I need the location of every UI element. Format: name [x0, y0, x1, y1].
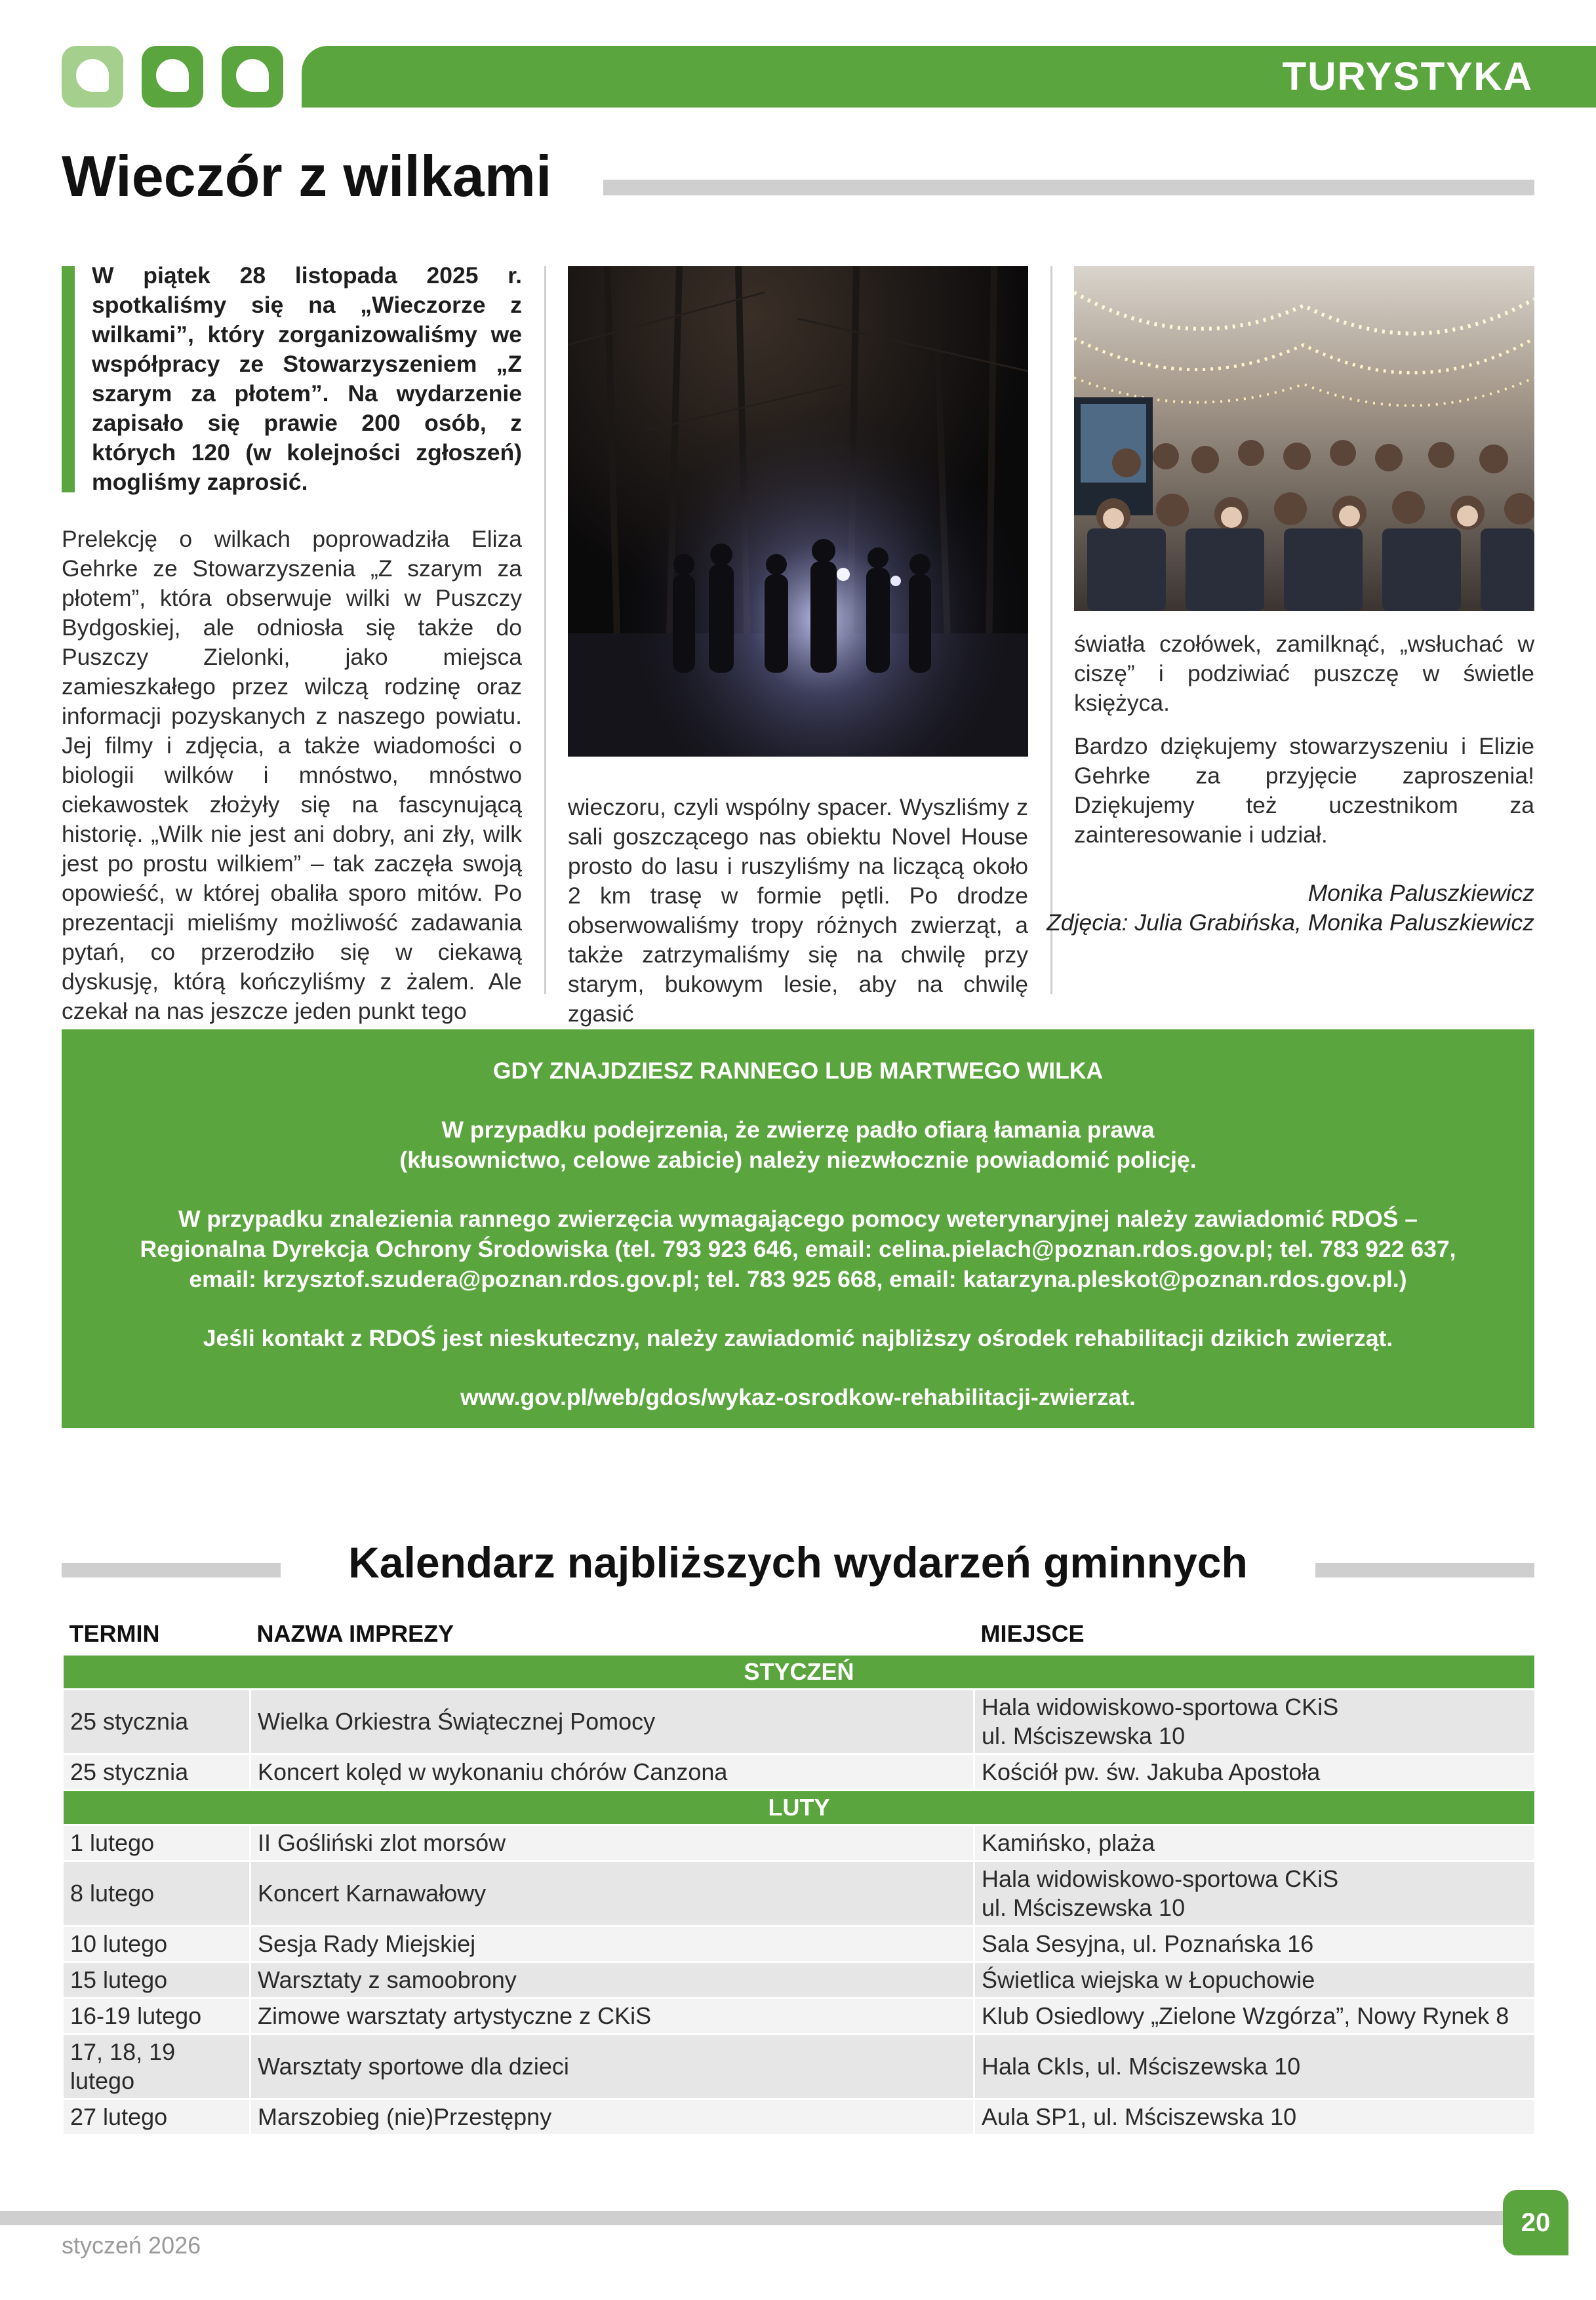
event-name: Wielka Orkiestra Świątecznej Pomocy [250, 1690, 974, 1755]
article-author: Monika Paluszkiewicz [1307, 880, 1534, 906]
month-row-january [63, 1655, 1536, 1690]
event-place: Hala widowiskowo-sportowa CKiS ul. Mściszewska 10 [974, 1690, 1536, 1755]
article-lead: W piątek 28 listopada 2025 r. spotkaliśmy się na „Wieczorze z wilkami”, który zorganizowaliśmy we współpracy ze Stowarzyszeniem „Z szarym za płotem”. Na wydarzenie zapisało się prawie 200 osób, z których 120 (w kolejności zgłoszeń) mogliśmy zaprosić. [92, 262, 522, 495]
event-place: Klub Osiedlowy „Zielone Wzgórza”, Nowy Rynek 8 [974, 1998, 1536, 2034]
event-date: 17, 18, 19 lutego [63, 2034, 250, 2099]
event-date: 8 lutego [63, 1861, 250, 1926]
column-divider-1 [544, 266, 546, 994]
info-link[interactable]: www.gov.pl/web/gdos/wykaz-osrodkow-rehabilitacji-zwierzat. [460, 1384, 1136, 1410]
table-row [63, 1861, 1536, 1926]
info-rdos-line-3: email: krzysztof.szudera@poznan.rdos.gov.pl; tel. 783 925 668, email: katarzyna.pleskot@poznan.rdos.gov.pl.) [189, 1266, 1407, 1292]
logo-square-3 [222, 46, 283, 108]
event-place: Kościół pw. św. Jakuba Apostoła [974, 1755, 1536, 1791]
photo-lecture-hall [1074, 266, 1534, 611]
event-date: 25 stycznia [63, 1690, 250, 1755]
table-row [63, 1825, 1536, 1861]
event-date: 1 lutego [63, 1825, 250, 1861]
photo-night-walk [568, 266, 1028, 757]
event-place: Hala widowiskowo-sportowa CKiS ul. Mściszewska 10 [974, 1861, 1536, 1926]
event-name: II Gośliński zlot morsów [250, 1825, 974, 1861]
lead-accent-bar [62, 266, 75, 492]
month-row-february [63, 1791, 1536, 1825]
photo-credit: Zdjęcia: Julia Grabińska, Monika Paluszkiewicz [1047, 909, 1534, 936]
event-place: Świetlica wiejska w Łopuchowie [974, 1962, 1536, 1998]
calendar-rule-right [1315, 1563, 1534, 1577]
footer-rule [0, 2211, 1521, 2225]
wolf-info-box [62, 1029, 1534, 1428]
table-row [63, 1690, 1536, 1755]
table-row [63, 1962, 1536, 1998]
event-date: 16-19 lutego [63, 1998, 250, 2034]
article-title: Wieczór z wilkami [62, 144, 552, 208]
event-name: Marszobieg (nie)Przestępny [250, 2099, 974, 2135]
event-name: Sesja Rady Miejskiej [250, 1926, 974, 1962]
event-place: Kamińsko, plaża [974, 1825, 1536, 1861]
table-row [63, 1755, 1536, 1791]
table-row [63, 1926, 1536, 1962]
info-rdos-line-2: Regionalna Dyrekcja Ochrony Środowiska (tel. 793 923 646, email: celina.pielach@poznan.rdos.gov.pl; tel. 783 922 637, [140, 1236, 1456, 1262]
article-column-2: wieczoru, czyli wspólny spacer. Wyszliśmy z sali goszczącego nas obiektu Novel House prosto do lasu i ruszyliśmy na liczącą około 2 km trasę w formie pętli. Po drodze obserwowaliśmy tropy różnych zwierząt, a także zatrzymaliśmy się na chwilę przy starym, bukowym lesie, aby na chwilę zgasić [568, 794, 1028, 1027]
info-rdos-line-1: W przypadku znalezienia rannego zwierzęcia wymagającego pomocy weterynaryjnej należy zawiadomić RDOŚ – [178, 1206, 1418, 1232]
month-label: LUTY [63, 1791, 1536, 1825]
table-row [63, 1998, 1536, 2034]
event-name: Warsztaty z samoobrony [250, 1962, 974, 1998]
table-row [63, 2099, 1536, 2135]
event-date: 25 stycznia [63, 1755, 250, 1791]
table-row [63, 2034, 1536, 2099]
page-number: 20 [1503, 2190, 1568, 2255]
event-name: Koncert kolęd w wykonaniu chórów Canzona [250, 1755, 974, 1791]
title-rule [603, 180, 1534, 195]
event-date: 15 lutego [63, 1962, 250, 1998]
month-label: STYCZEŃ [63, 1655, 1536, 1690]
event-name: Warsztaty sportowe dla dzieci [250, 2034, 974, 2099]
logo-square-1 [62, 46, 123, 108]
section-label: TURYSTYKA [1282, 54, 1533, 98]
event-place: Aula SP1, ul. Mściszewska 10 [974, 2099, 1536, 2135]
event-date: 27 lutego [63, 2099, 250, 2135]
info-heading: GDY ZNAJDZIESZ RANNEGO LUB MARTWEGO WILKA [492, 1058, 1104, 1084]
article-column-3a: światła czołówek, zamilknąć, „wsłuchać w ciszę” i podziwiać puszczę w świetle księżyca. [1074, 631, 1534, 716]
event-name: Zimowe warsztaty artystyczne z CKiS [250, 1998, 974, 2034]
col-header-name: NAZWA IMPREZY [256, 1620, 454, 1647]
logo-square-2 [142, 46, 203, 108]
article-column-1: Prelekcję o wilkach poprowadziła Eliza Gehrke ze Stowarzyszenia „Z szarym za płotem”, która obserwuje wilki w Puszczy Bydgoskiej, ale odniosła się także do Puszczy Zielonki, jako miejsca zamieszkałego przez wilczą rodzinę oraz informacji pozyskanych z naszego powiatu. Jej filmy i zdjęcia, a także wiadomości o biologii wilków i mnóstwo, mnóstwo ciekawostek złożyły się na fascynującą historię. „Wilk nie jest ani dobry, ani zły, wilk jest po prostu wilkiem” – tak zaczęła swoją opowieść, w której obaliła sporo mitów. Po prezentacji mieliśmy możliwość zadawania pytań, co przerodziło się w ciekawą dyskusję, którą kończyliśmy z żalem. Ale czekał na nas jeszcze jeden punkt tego [62, 526, 522, 1024]
calendar-title: Kalendarz najbliższych wydarzeń gminnych [348, 1538, 1248, 1587]
info-rehab-line: Jeśli kontakt z RDOŚ jest nieskuteczny, należy zawiadomić najbliższy ośrodek rehabilitacji dzikich zwierząt. [203, 1325, 1393, 1351]
info-police-line-2: (kłusownictwo, celowe zabicie) należy niezwłocznie powiadomić policję. [399, 1147, 1197, 1173]
article-column-3b: Bardzo dziękujemy stowarzyszeniu i Elizie Gehrke za przyjęcie zaproszenia! Dziękujemy też uczestnikom za zainteresowanie i udział. [1074, 733, 1534, 848]
event-place: Hala CkIs, ul. Mściszewska 10 [974, 2034, 1536, 2099]
calendar-table [62, 1614, 1536, 2136]
issue-date: styczeń 2026 [62, 2232, 201, 2259]
event-date: 10 lutego [63, 1926, 250, 1962]
event-name: Koncert Karnawałowy [250, 1861, 974, 1926]
col-header-place: MIEJSCE [980, 1620, 1085, 1647]
info-police-line-1: W przypadku podejrzenia, że zwierzę padło ofiarą łamania prawa [441, 1117, 1155, 1143]
col-header-date: TERMIN [69, 1620, 160, 1647]
column-divider-2 [1050, 266, 1052, 994]
event-place: Sala Sesyjna, ul. Poznańska 16 [974, 1926, 1536, 1962]
